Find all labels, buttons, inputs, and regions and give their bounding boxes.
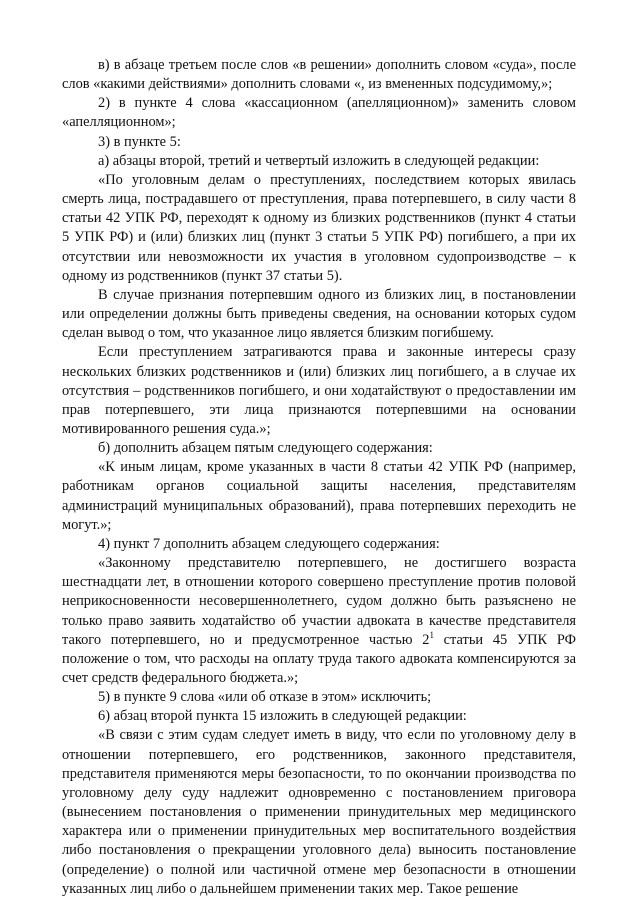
paragraph-10: 4) пункт 7 дополнить абзацем следующего содержания:	[98, 535, 440, 552]
paragraph-14: «В связи с этим судам следует иметь в виду, что если по уголовному делу в отношении потерпевшего, его родственников, законного представителя, представителя применяются меры безопасности, то по окончании производства по уголовному делу суду надлежит одновременно с постановлением приговора (вынесением постановления о применении принудительных мер медицинского характера или о применении принудительных мер воспитательного воздействия либо постановления о прекращении уголовного дела) выносить постановление (определение) о полной или частичной отмене мер безопасности в отношении указанных лиц либо о дальнейшем применении таких мер. Такое решение	[62, 727, 576, 897]
paragraph-11-text-b: статьи 45 УПК РФ положение о том, что расходы на оплату труда такого адвоката компенсируются за счет средств федерального бюджета.»;	[62, 631, 576, 686]
paragraph-11	[62, 554, 576, 688]
paragraph-11-superscript: 1	[429, 629, 434, 640]
paragraph-13: 6) абзац второй пункта 15 изложить в следующей редакции:	[98, 708, 467, 725]
paragraph-2: 2) в пункте 4 слова «кассационном (апелляционном)» заменить словом «апелляционном»;	[62, 95, 576, 131]
paragraph-8: б) дополнить абзацем пятым следующего содержания:	[98, 440, 433, 457]
paragraph-12: 5) в пункте 9 слова «или об отказе в этом» исключить;	[98, 689, 432, 706]
paragraph-3: 3) в пункте 5:	[98, 133, 181, 150]
paragraph-5: «По уголовным делам о преступлениях, последствием которых явилась смерть лица, пострадавшего от преступления, права потерпевшего, в силу части 8 статьи 42 УПК РФ, переходят к одному из близких родственников (пункт 4 статьи 5 УПК РФ) и (или) близких лиц (пункт 3 статьи 5 УПК РФ) погибшего, а при их отсутствии или невозможности их участия в уголовном судопроизводстве – к одному из родственников (пункт 37 статьи 5).	[62, 171, 576, 284]
document-page	[62, 56, 576, 899]
paragraph-7: Если преступлением затрагиваются права и законные интересы сразу нескольких близких родственников и (или) близких лиц погибшего, а в случае их отсутствия – родственников погибшего, и они ходатайствуют о предоставлении им прав потерпевшего, эти лица признаются потерпевшими на основании мотивированного решения суда.»;	[62, 344, 576, 437]
paragraph-11-text-a: «Законному представителю потерпевшего, не достигшего возраста шестнадцати лет, в отношении которого совершено преступление против половой неприкосновенности несовершеннолетнего, судом должно быть разъяснено не только право заявить ходатайство об участии адвоката в качестве представителя такого потерпевшего, но и предусмотренное частью 2	[62, 555, 576, 648]
paragraph-6: В случае признания потерпевшим одного из близких лиц, в постановлении или определении должны быть приведены сведения, на основании которых судом сделан вывод о том, что указанное лицо является близким погибшему.	[62, 286, 576, 342]
paragraph-1: в) в абзаце третьем после слов «в решении» дополнить словом «суда», после слов «какими действиями» дополнить словами «, из вмененных подсудимому,»;	[62, 57, 576, 93]
paragraph-4: а) абзацы второй, третий и четвертый изложить в следующей редакции:	[98, 152, 540, 169]
paragraph-9: «К иным лицам, кроме указанных в части 8 статьи 42 УПК РФ (например, работникам органов социальной защиты населения, представителям администраций муниципальных образований), права потерпевших переходить не могут.»;	[62, 459, 576, 533]
